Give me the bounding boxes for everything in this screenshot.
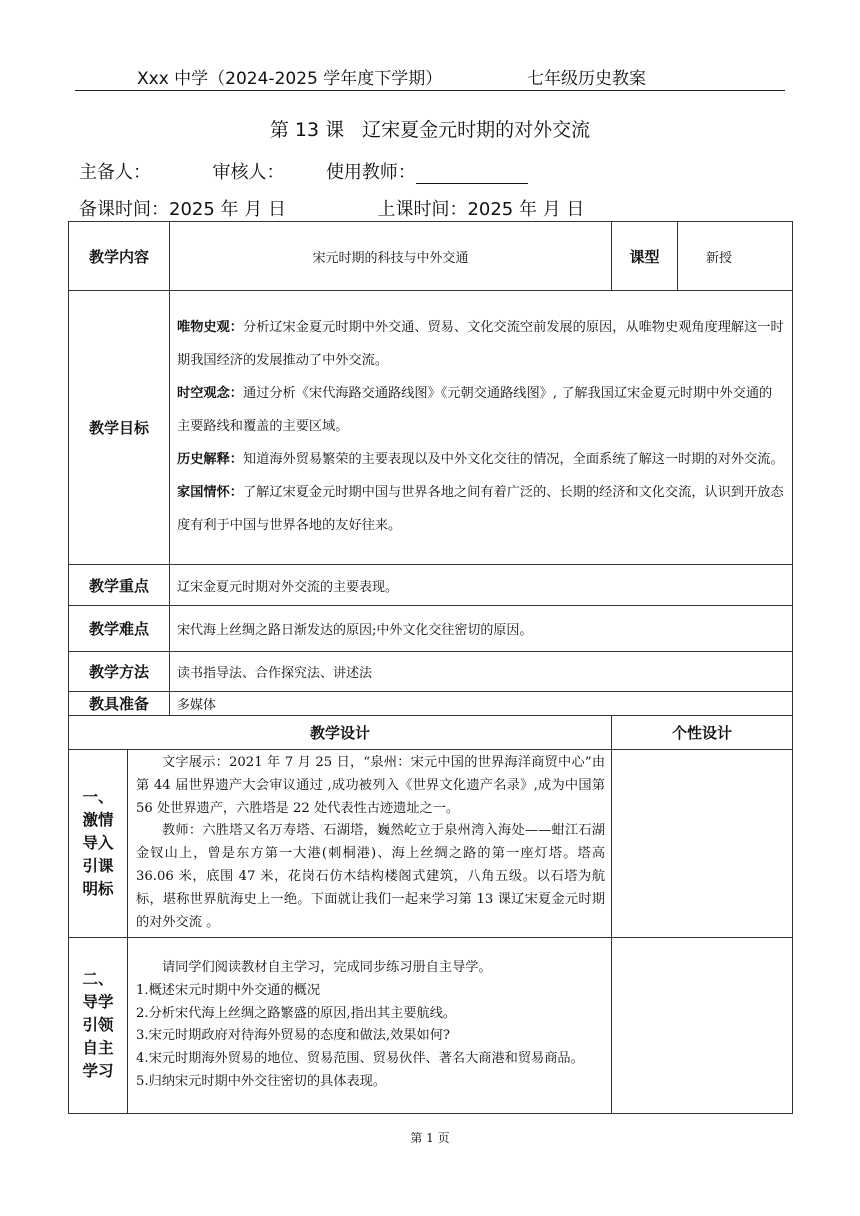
objective-item: 唯物史观：分析辽宋金夏元时期中外交通、贸易、文化交流空前发展的原因，从唯物史观角度理解这一时期我国经济的发展推动了中外交流。 — [177, 320, 784, 368]
prep-time: 备课时间：2025 年 月 日 — [79, 199, 286, 220]
content-value: 宋元时期的科技与中外交通 — [170, 222, 612, 291]
type-value: 新授 — [678, 222, 793, 291]
key-points-value: 辽宋金夏元时期对外交流的主要表现。 — [170, 565, 793, 606]
tools-label: 教具准备 — [69, 692, 170, 716]
page-header — [75, 62, 785, 91]
design-header: 教学设计 — [69, 716, 612, 750]
objectives-cell — [170, 291, 793, 565]
page-number: 第 1 页 — [410, 1131, 450, 1145]
section1-personal[interactable] — [612, 750, 793, 938]
section1-label: 一、 激情 导入 引课 明标 — [69, 750, 128, 938]
list-item: 1.概述宋元时期中外交通的概况 — [136, 982, 321, 998]
lesson-plan-table — [68, 221, 793, 1114]
content-label: 教学内容 — [69, 222, 170, 291]
list-item: 5.归纳宋元时期中外交往密切的具体表现。 — [136, 1073, 386, 1089]
type-label: 课型 — [612, 222, 678, 291]
methods-label: 教学方法 — [69, 652, 170, 692]
difficulties-value: 宋代海上丝绸之路日渐发达的原因;中外文化交往密切的原因。 — [170, 606, 793, 652]
section1-content — [128, 750, 612, 938]
personal-header: 个性设计 — [612, 716, 793, 750]
section1-para: 文字展示：2021 年 7 月 25 日，“泉州：宋元中国的世界海洋商贸中心”由第 44 届世界遗产大会审议通过 ,成功被列入《世界文化遗产名录》,成为中国第 56 处世界遗产，六胜塔是 22 处代表性古迹遗址之一。 — [136, 755, 606, 816]
objectives-label: 教学目标 — [69, 291, 170, 565]
lesson-name: 辽宋夏金元时期的对外交流 — [362, 119, 591, 141]
methods-value: 读书指导法、合作探究法、讲述法 — [170, 652, 793, 692]
course-name: 七年级历史教案 — [527, 69, 646, 89]
staff-line — [79, 158, 528, 184]
preparer-label: 主备人： — [79, 162, 151, 183]
tools-value: 多媒体 — [170, 692, 793, 716]
reviewer-label: 审核人： — [212, 162, 285, 183]
section2-content — [128, 938, 612, 1114]
section1-para: 教师：六胜塔又名万寿塔、石湖塔，巍然屹立于泉州湾入海处——蚶江石湖金钗山上，曾是东方第一大港(刺桐港)、海上丝绸之路的第一座灯塔。塔高 36.06 米，底围 47 米，花岗石仿木结构楼阁式建筑，八角五级。以石塔为航标，堪称世界航海史上一绝。下面就让我们一起来学习第 13 课辽宋夏金元时期的对外交流 。 — [136, 823, 606, 930]
teacher-blank[interactable] — [416, 165, 528, 184]
objective-item: 家国情怀：了解辽宋夏金元时期中国与世界各地之间有着广泛的、长期的经济和文化交流，认识到开放态度有利于中国与世界各地的友好往来。 — [177, 485, 784, 533]
difficulties-label: 教学难点 — [69, 606, 170, 652]
lesson-number: 第 13 课 — [269, 119, 345, 141]
list-item: 4.宋元时期海外贸易的地位、贸易范围、贸易伙伴、著名大商港和贸易商品。 — [136, 1051, 584, 1067]
class-time: 上课时间：2025 年 月 日 — [377, 199, 585, 220]
school-term: Xxx 中学（2024-2025 学年度下学期） — [137, 69, 443, 89]
time-line — [79, 195, 584, 221]
lesson-title — [0, 115, 860, 142]
section2-personal[interactable] — [612, 938, 793, 1114]
objective-item: 时空观念：通过分析《宋代海路交通路线图》《元朝交通路线图》, 了解我国辽宋金夏元时期中外交通的主要路线和覆盖的主要区域。 — [177, 386, 773, 434]
list-item: 3.宋元时期政府对待海外贸易的态度和做法,效果如何? — [136, 1028, 450, 1044]
section2-intro: 请同学们阅读教材自主学习，完成同步练习册自主导学。 — [162, 959, 492, 975]
key-points-label: 教学重点 — [69, 565, 170, 606]
section2-label: 二、 导学 引领 自主 学习 — [69, 938, 128, 1114]
objective-item: 历史解释：知道海外贸易繁荣的主要表现以及中外文化交往的情况，全面系统了解这一时期的对外交流。 — [177, 452, 784, 467]
teacher-label: 使用教师： — [325, 162, 416, 183]
list-item: 2.分析宋代海上丝绸之路繁盛的原因,指出其主要航线。 — [136, 1005, 457, 1021]
